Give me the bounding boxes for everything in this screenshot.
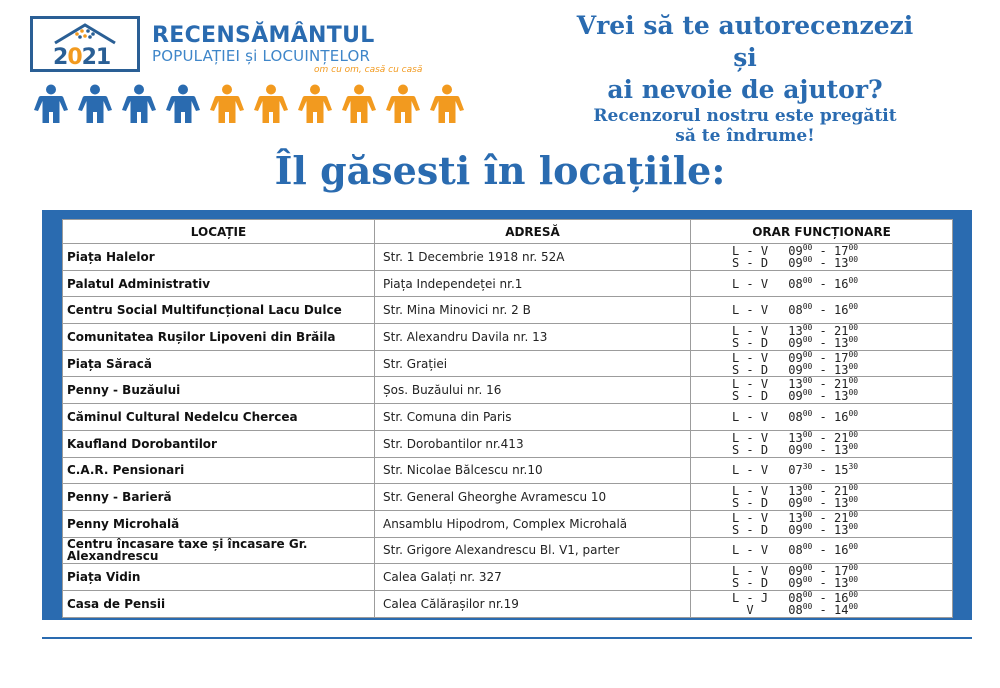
location-cell: Centru Social Multifuncțional Lacu Dulce	[63, 297, 375, 324]
address-cell: Piața Independeței nr.1	[375, 270, 691, 297]
table-row	[63, 404, 953, 431]
open-hour: 09	[788, 389, 803, 404]
person-icon	[428, 84, 466, 124]
close-minute: 00	[848, 542, 859, 552]
hours-cell	[691, 297, 953, 324]
location-cell: Centru încasare taxe și încasare Gr. Alexandrescu	[63, 537, 375, 564]
person-icon	[32, 84, 70, 124]
open-minute: 00	[802, 408, 813, 418]
hours-cell	[691, 377, 953, 404]
person-icon	[296, 84, 334, 124]
close-hour: 21	[834, 377, 849, 392]
hours-line: L - V $13^{00} - 21^{00}$	[719, 432, 948, 444]
open-hour: 07	[788, 463, 803, 478]
open-hour: 08	[788, 590, 803, 605]
hours-cell	[691, 457, 953, 484]
open-minute: 00	[802, 563, 813, 573]
brand-title: RECENSĂMÂNTUL	[152, 23, 375, 48]
people-row	[32, 84, 466, 124]
hours-line: L - V $13^{00} - 21^{00}$	[719, 512, 948, 524]
address-cell: Calea Galați nr. 327	[375, 564, 691, 591]
close-hour: 15	[834, 463, 849, 478]
open-hour: 09	[788, 243, 803, 258]
close-minute: 00	[848, 322, 859, 332]
location-cell: Casa de Pensii	[63, 590, 375, 617]
close-hour: 16	[834, 590, 849, 605]
address-cell: Str. General Gheorghe Avramescu 10	[375, 484, 691, 511]
open-minute: 00	[802, 376, 813, 386]
hours-cell	[691, 537, 953, 564]
address-cell: Str. Grigore Alexandrescu Bl. V1, parter	[375, 537, 691, 564]
close-minute: 00	[848, 275, 859, 285]
hours-line: L - V $09^{00} - 17^{00}$	[719, 245, 948, 257]
open-hour: 13	[788, 484, 803, 499]
person-icon	[164, 84, 202, 124]
location-cell: Palatul Administrativ	[63, 270, 375, 297]
person-icon	[76, 84, 114, 124]
open-hour: 09	[788, 362, 803, 377]
census-logo	[30, 16, 140, 72]
location-cell: C.A.R. Pensionari	[63, 457, 375, 484]
hours-line: L - V $07^{30} - 15^{30}$	[719, 464, 948, 476]
close-hour: 13	[834, 496, 849, 511]
close-minute: 00	[848, 483, 859, 493]
address-cell: Str. Mina Minovici nr. 2 B	[375, 297, 691, 324]
open-hour: 09	[788, 564, 803, 579]
address-cell: Calea Călărașilor nr.19	[375, 590, 691, 617]
address-cell: Ansamblu Hipodrom, Complex Microhală	[375, 510, 691, 537]
close-minute: 30	[848, 462, 859, 472]
days-label: S - D	[731, 522, 769, 537]
table-row	[63, 324, 953, 351]
location-cell: Piața Săracă	[63, 350, 375, 377]
address-cell: Str. Grației	[375, 350, 691, 377]
close-minute: 00	[848, 376, 859, 386]
hours-cell	[691, 324, 953, 351]
header-line-5: să te îndrume!	[675, 126, 815, 146]
close-minute: 00	[848, 509, 859, 519]
header-line-2: și	[733, 43, 757, 72]
table-row	[63, 350, 953, 377]
open-hour: 13	[788, 430, 803, 445]
open-hour: 09	[788, 350, 803, 365]
address-cell: Șos. Buzăului nr. 16	[375, 377, 691, 404]
close-minute: 00	[848, 589, 859, 599]
close-hour: 13	[834, 389, 849, 404]
hours-line: L - V $09^{00} - 17^{00}$	[719, 565, 948, 577]
address-cell: Str. Nicolae Bălcescu nr.10	[375, 457, 691, 484]
close-minute: 00	[848, 408, 859, 418]
close-minute: 00	[848, 441, 859, 451]
days-label: L - V	[731, 564, 769, 579]
person-icon	[252, 84, 290, 124]
hours-line: L - V $13^{00} - 21^{00}$	[719, 325, 948, 337]
person-icon	[120, 84, 158, 124]
close-minute: 00	[848, 429, 859, 439]
open-hour: 08	[788, 303, 803, 318]
location-cell: Penny - Buzăului	[63, 377, 375, 404]
close-minute: 00	[848, 563, 859, 573]
header-hours: ORAR FUNCȚIONARE	[691, 220, 953, 244]
open-minute: 00	[802, 542, 813, 552]
days-label: L - V	[731, 243, 769, 258]
locations-heading: Îl găsesti în locațiile:	[274, 148, 726, 193]
hours-line: S - D $09^{00} - 13^{00}$	[719, 257, 948, 269]
close-hour: 13	[834, 362, 849, 377]
close-minute: 00	[848, 495, 859, 505]
open-minute: 00	[802, 589, 813, 599]
location-cell: Kaufland Dorobantilor	[63, 430, 375, 457]
days-label: L - V	[731, 409, 769, 424]
hours-cell	[691, 270, 953, 297]
person-icon	[208, 84, 246, 124]
close-hour: 16	[834, 543, 849, 558]
hours-cell	[691, 564, 953, 591]
open-minute: 00	[802, 429, 813, 439]
location-cell: Căminul Cultural Nedelcu Chercea	[63, 404, 375, 431]
location-cell: Penny Microhală	[63, 510, 375, 537]
open-hour: 08	[788, 276, 803, 291]
days-label: S - D	[731, 496, 769, 511]
open-minute: 00	[802, 322, 813, 332]
hours-cell	[691, 590, 953, 617]
open-minute: 30	[802, 462, 813, 472]
close-hour: 16	[834, 409, 849, 424]
close-hour: 13	[834, 335, 849, 350]
open-hour: 09	[788, 522, 803, 537]
open-hour: 08	[788, 409, 803, 424]
address-cell: Str. Alexandru Davila nr. 13	[375, 324, 691, 351]
hours-cell	[691, 510, 953, 537]
hours-line: S - D $09^{00} - 13^{00}$	[719, 577, 948, 589]
brand-block	[152, 24, 422, 75]
open-hour: 09	[788, 335, 803, 350]
open-minute: 00	[802, 441, 813, 451]
open-minute: 00	[802, 601, 813, 611]
close-hour: 21	[834, 484, 849, 499]
open-minute: 00	[802, 361, 813, 371]
open-hour: 09	[788, 255, 803, 270]
hours-line: S - D $09^{00} - 13^{00}$	[719, 497, 948, 509]
close-minute: 00	[848, 575, 859, 585]
hours-line: S - D $09^{00} - 13^{00}$	[719, 444, 948, 456]
hours-line: S - D $09^{00} - 13^{00}$	[719, 524, 948, 536]
table-row	[63, 244, 953, 271]
table-row	[63, 270, 953, 297]
days-label: S - D	[731, 389, 769, 404]
table-header-row	[63, 220, 953, 244]
days-label: L - V	[731, 350, 769, 365]
days-label: L - V	[731, 484, 769, 499]
table-row	[63, 590, 953, 617]
hours-line: V $08^{00} - 14^{00}$	[719, 604, 948, 616]
days-label: S - D	[731, 255, 769, 270]
close-minute: 00	[848, 302, 859, 312]
close-hour: 14	[834, 602, 849, 617]
hours-cell	[691, 350, 953, 377]
address-cell: Str. Dorobantilor nr.413	[375, 430, 691, 457]
location-cell: Piața Vidin	[63, 564, 375, 591]
open-minute: 00	[802, 483, 813, 493]
open-minute: 00	[802, 242, 813, 252]
close-hour: 17	[834, 243, 849, 258]
close-hour: 21	[834, 430, 849, 445]
days-label: L - V	[731, 377, 769, 392]
brand-tagline: om cu om, casă cu casă	[314, 65, 423, 75]
brand-subtitle: POPULAȚIEI și LOCUINȚELOR	[152, 47, 371, 65]
days-label: L - V	[731, 323, 769, 338]
hours-line: S - D $09^{00} - 13^{00}$	[719, 337, 948, 349]
days-label: L - V	[731, 303, 769, 318]
close-hour: 13	[834, 442, 849, 457]
header-question	[505, 10, 985, 146]
close-hour: 21	[834, 323, 849, 338]
close-minute: 00	[848, 388, 859, 398]
open-minute: 00	[802, 275, 813, 285]
close-minute: 00	[848, 361, 859, 371]
hours-cell	[691, 430, 953, 457]
days-label: S - D	[731, 442, 769, 457]
table-row	[63, 564, 953, 591]
address-cell: Str. Comuna din Paris	[375, 404, 691, 431]
table-row	[63, 430, 953, 457]
hours-cell	[691, 404, 953, 431]
table-row	[63, 377, 953, 404]
hours-line: L - V $13^{00} - 21^{00}$	[719, 378, 948, 390]
hours-line: L - V $08^{00} - 16^{00}$	[719, 411, 948, 423]
locations-table-frame	[42, 210, 972, 620]
location-cell: Comunitatea Rușilor Lipoveni din Brăila	[63, 324, 375, 351]
close-minute: 00	[848, 242, 859, 252]
open-hour: 13	[788, 510, 803, 525]
close-hour: 13	[834, 576, 849, 591]
locations-table	[62, 219, 953, 618]
hours-cell	[691, 484, 953, 511]
close-minute: 00	[848, 521, 859, 531]
location-cell: Penny - Barieră	[63, 484, 375, 511]
open-hour: 09	[788, 442, 803, 457]
close-hour: 21	[834, 510, 849, 525]
table-row	[63, 457, 953, 484]
close-hour: 13	[834, 522, 849, 537]
address-cell: Str. 1 Decembrie 1918 nr. 52A	[375, 244, 691, 271]
hours-cell	[691, 244, 953, 271]
open-minute: 00	[802, 521, 813, 531]
open-minute: 00	[802, 509, 813, 519]
person-icon	[340, 84, 378, 124]
open-minute: 00	[802, 302, 813, 312]
table-row	[63, 510, 953, 537]
logo-year: 2021	[53, 45, 111, 70]
close-hour: 17	[834, 564, 849, 579]
close-minute: 00	[848, 349, 859, 359]
open-hour: 13	[788, 323, 803, 338]
days-label: L - V	[731, 276, 769, 291]
open-hour: 13	[788, 377, 803, 392]
close-minute: 00	[848, 254, 859, 264]
open-minute: 00	[802, 388, 813, 398]
open-hour: 08	[788, 543, 803, 558]
days-label: L - V	[731, 430, 769, 445]
days-label: S - D	[731, 576, 769, 591]
close-minute: 00	[848, 334, 859, 344]
hours-line: L - V $09^{00} - 17^{00}$	[719, 352, 948, 364]
close-hour: 13	[834, 255, 849, 270]
days-label: S - D	[731, 362, 769, 377]
open-minute: 00	[802, 495, 813, 505]
header-line-3: ai nevoie de ajutor?	[607, 75, 883, 104]
header-line-4: Recenzorul nostru este pregătit	[593, 106, 897, 126]
hours-line: S - D $09^{00} - 13^{00}$	[719, 390, 948, 402]
open-hour: 09	[788, 496, 803, 511]
header-address: ADRESĂ	[375, 220, 691, 244]
days-label: S - D	[731, 335, 769, 350]
days-label: L - J	[731, 590, 769, 605]
header-location: LOCAȚIE	[63, 220, 375, 244]
days-label: V	[746, 602, 754, 617]
close-hour: 16	[834, 303, 849, 318]
hours-line: L - J $08^{00} - 16^{00}$	[719, 592, 948, 604]
open-minute: 00	[802, 575, 813, 585]
location-cell: Piața Halelor	[63, 244, 375, 271]
close-minute: 00	[848, 601, 859, 611]
logo-frame	[30, 16, 140, 72]
table-row	[63, 484, 953, 511]
hours-line: L - V $08^{00} - 16^{00}$	[719, 278, 948, 290]
close-hour: 17	[834, 350, 849, 365]
divider	[42, 637, 972, 639]
open-minute: 00	[802, 254, 813, 264]
hours-line: L - V $08^{00} - 16^{00}$	[719, 544, 948, 556]
header-line-1: Vrei să te autorecenzezi	[576, 11, 914, 40]
days-label: L - V	[731, 463, 769, 478]
open-hour: 08	[788, 602, 803, 617]
hours-line: L - V $08^{00} - 16^{00}$	[719, 304, 948, 316]
open-minute: 00	[802, 349, 813, 359]
person-icon	[384, 84, 422, 124]
table-row	[63, 537, 953, 564]
days-label: L - V	[731, 543, 769, 558]
open-minute: 00	[802, 334, 813, 344]
table-row	[63, 297, 953, 324]
open-hour: 09	[788, 576, 803, 591]
close-hour: 16	[834, 276, 849, 291]
hours-line: S - D $09^{00} - 13^{00}$	[719, 364, 948, 376]
hours-line: L - V $13^{00} - 21^{00}$	[719, 485, 948, 497]
days-label: L - V	[731, 510, 769, 525]
